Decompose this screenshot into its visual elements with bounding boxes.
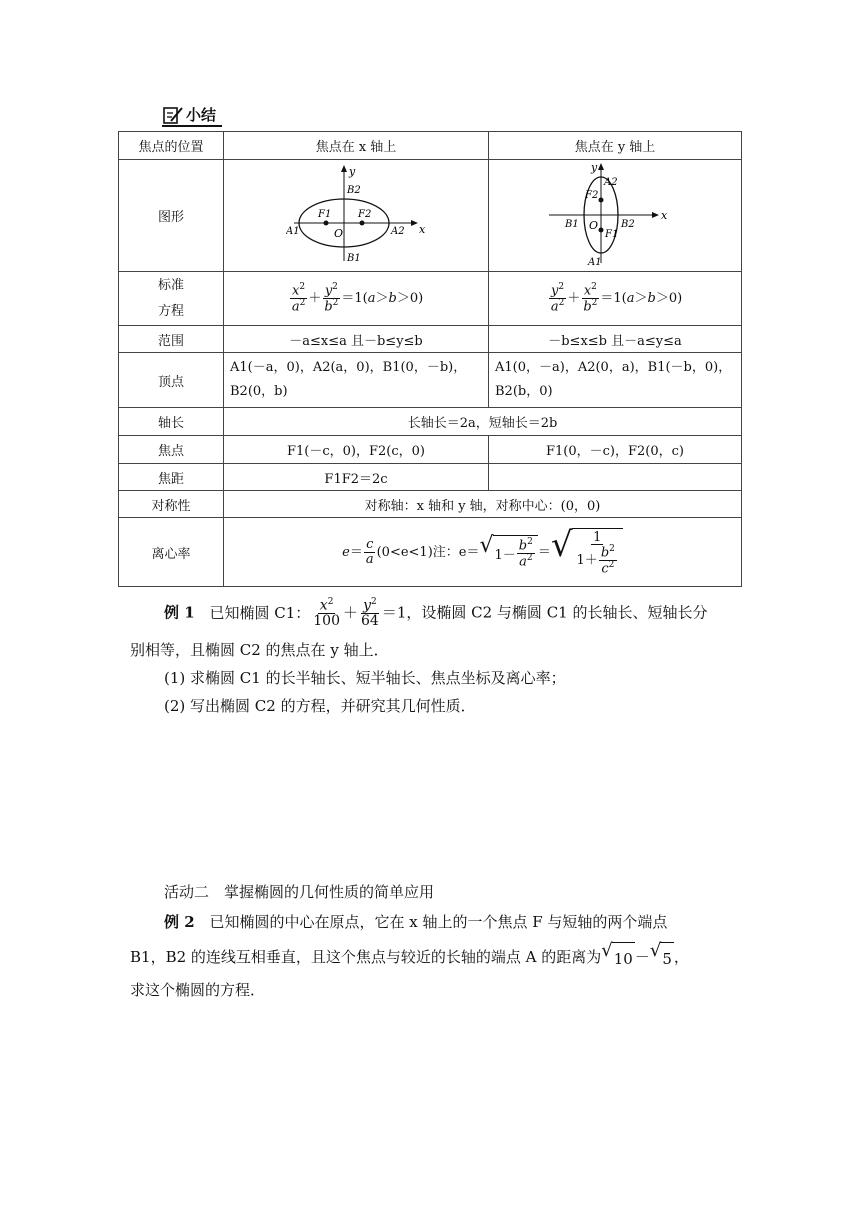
eccentricity-formula: e＝ $\frac{c}{a}$ (0<e<1)注：e＝ √ 1－ $\frac{b^2}{a^2}$ ＝ √ 1 1＋ $\frac{b^2}{c^2}$ bbox=[224, 518, 742, 587]
example2-label: 例 2 bbox=[164, 913, 195, 931]
row-label-figure: 图形 bbox=[119, 160, 224, 272]
row-label-vertex: 顶点 bbox=[119, 353, 224, 408]
eccentricity-note: (0<e<1)注：e＝ bbox=[376, 544, 480, 560]
table-row bbox=[119, 160, 742, 272]
figure-y-ellipse bbox=[489, 160, 742, 272]
equation-x: $\frac{x^2}{a^2}$ ＋ $\frac{y^2}{b^2}$ ＝1(a＞b＞0) bbox=[224, 272, 489, 326]
vertex-x-line1: A1(－a，0)，A2(a，0)，B1(0，－b)， bbox=[230, 360, 467, 375]
b2-label: B2 bbox=[347, 184, 361, 196]
header-focus-position: 焦点的位置 bbox=[119, 132, 224, 160]
example2-text1: 已知椭圆的中心在原点，它在 x 轴上的一个焦点 F 与短轴的两个端点 bbox=[209, 913, 668, 931]
summary-heading bbox=[162, 104, 216, 125]
table-row bbox=[119, 408, 742, 436]
row-label-symmetry: 对称性 bbox=[119, 491, 224, 518]
vertex-y-line1: A1(0，－a)，A2(0，a)，B1(－b，0)， bbox=[495, 360, 732, 375]
example2-text2: B1，B2 的连线互相垂直，且这个焦点与较近的长轴的端点 A 的距离为 bbox=[130, 947, 602, 966]
range-x: －a≤x≤a 且－b≤y≤b bbox=[224, 326, 489, 353]
f1-label: F1 bbox=[318, 208, 332, 220]
example2-line2: B1，B2 的连线互相垂直，且这个焦点与较近的长轴的端点 A 的距离为 √ 10 － √ 5 ， bbox=[130, 942, 689, 974]
x-axis-label-2: x bbox=[661, 208, 668, 222]
row-label-axis: 轴长 bbox=[119, 408, 224, 436]
example2-line1 bbox=[164, 908, 667, 937]
vertex-y-line2: B2(b，0) bbox=[495, 384, 553, 399]
example1-line1: 例 1 已知椭圆 C1： $\frac{x^2}{100}$ ＋ $\frac{y^2}{64}$ ＝1，设椭圆 C2 与椭圆 C1 的长轴长、短轴长分 bbox=[164, 597, 708, 630]
example1-text2: ＝1，设椭圆 C2 与椭圆 C1 的长轴长、短轴长分 bbox=[381, 603, 708, 622]
origin-label-2: O bbox=[589, 218, 599, 232]
table-row bbox=[119, 518, 742, 587]
origin-label: O bbox=[334, 226, 344, 240]
table-row bbox=[119, 272, 742, 326]
pencil-note-icon bbox=[162, 105, 184, 125]
example1-question2: (2) 写出椭圆 C2 的方程，并研究其几何性质． bbox=[164, 697, 476, 715]
a2-label: A2 bbox=[391, 225, 405, 237]
header-x-axis: 焦点在 x 轴上 bbox=[224, 132, 489, 160]
b1-label-2: B1 bbox=[565, 218, 579, 230]
vertex-x-line2: B2(0，b) bbox=[230, 384, 288, 399]
example1-line2: 别相等，且椭圆 C2 的焦点在 y 轴上． bbox=[130, 641, 389, 659]
equation-y: $\frac{y^2}{a^2}$ ＋ $\frac{x^2}{b^2}$ ＝1(a＞b＞0) bbox=[489, 272, 742, 326]
b2-label-2: B2 bbox=[621, 218, 635, 230]
example1-label: 例 1 bbox=[164, 603, 195, 622]
y-axis-label: y bbox=[349, 164, 356, 178]
row-label-focal: 焦距 bbox=[119, 464, 224, 491]
vertex-y bbox=[489, 353, 742, 408]
equation-label-line2: 方程 bbox=[157, 303, 184, 319]
axis-value: 长轴长＝2a，短轴长＝2b bbox=[224, 408, 742, 436]
vertical-ellipse-diagram bbox=[545, 161, 685, 267]
table-row bbox=[119, 132, 742, 160]
row-label-focus: 焦点 bbox=[119, 436, 224, 464]
heading-underline bbox=[162, 125, 222, 127]
equation-label-line1: 标准 bbox=[157, 277, 184, 293]
example1-question1: (1) 求椭圆 C1 的长半轴长、短半轴长、焦点坐标及离心率； bbox=[164, 669, 566, 687]
summary-heading-label: 小结 bbox=[186, 106, 217, 124]
f2-label: F2 bbox=[358, 208, 372, 220]
focal-y bbox=[489, 464, 742, 491]
horizontal-ellipse-diagram bbox=[286, 161, 426, 267]
row-label-eccentricity: 离心率 bbox=[119, 518, 224, 587]
range-y: －b≤x≤b 且－a≤y≤a bbox=[489, 326, 742, 353]
table-row bbox=[119, 464, 742, 491]
y-axis-label-2: y bbox=[591, 160, 598, 174]
focus-y: F1(0，－c)，F2(0，c) bbox=[489, 436, 742, 464]
row-label-range: 范围 bbox=[119, 326, 224, 353]
ellipse-summary-table bbox=[118, 131, 742, 587]
figure-x-ellipse bbox=[224, 160, 489, 272]
focus-x: F1(－c，0)，F2(c，0) bbox=[224, 436, 489, 464]
a2-label-2: A2 bbox=[604, 176, 618, 188]
symmetry-value: 对称轴：x 轴和 y 轴，对称中心：(0，0) bbox=[224, 491, 742, 518]
activity2-title: 活动二 掌握椭圆的几何性质的简单应用 bbox=[164, 883, 435, 901]
focal-x: F1F2＝2c bbox=[224, 464, 489, 491]
example2-line3: 求这个椭圆的方程． bbox=[130, 981, 266, 999]
row-label-equation bbox=[119, 272, 224, 326]
f1-label-2: F1 bbox=[605, 228, 619, 240]
example1-text1: 已知椭圆 C1： bbox=[209, 603, 311, 622]
vertex-x bbox=[224, 353, 489, 408]
table-row bbox=[119, 353, 742, 408]
b1-label: B1 bbox=[347, 252, 361, 264]
table-row bbox=[119, 326, 742, 353]
x-axis-label: x bbox=[419, 222, 426, 236]
header-y-axis: 焦点在 y 轴上 bbox=[489, 132, 742, 160]
table-row bbox=[119, 491, 742, 518]
table-row bbox=[119, 436, 742, 464]
f2-label-2: F2 bbox=[585, 189, 599, 201]
a1-label-2: A1 bbox=[588, 256, 602, 267]
a1-label: A1 bbox=[286, 225, 300, 237]
